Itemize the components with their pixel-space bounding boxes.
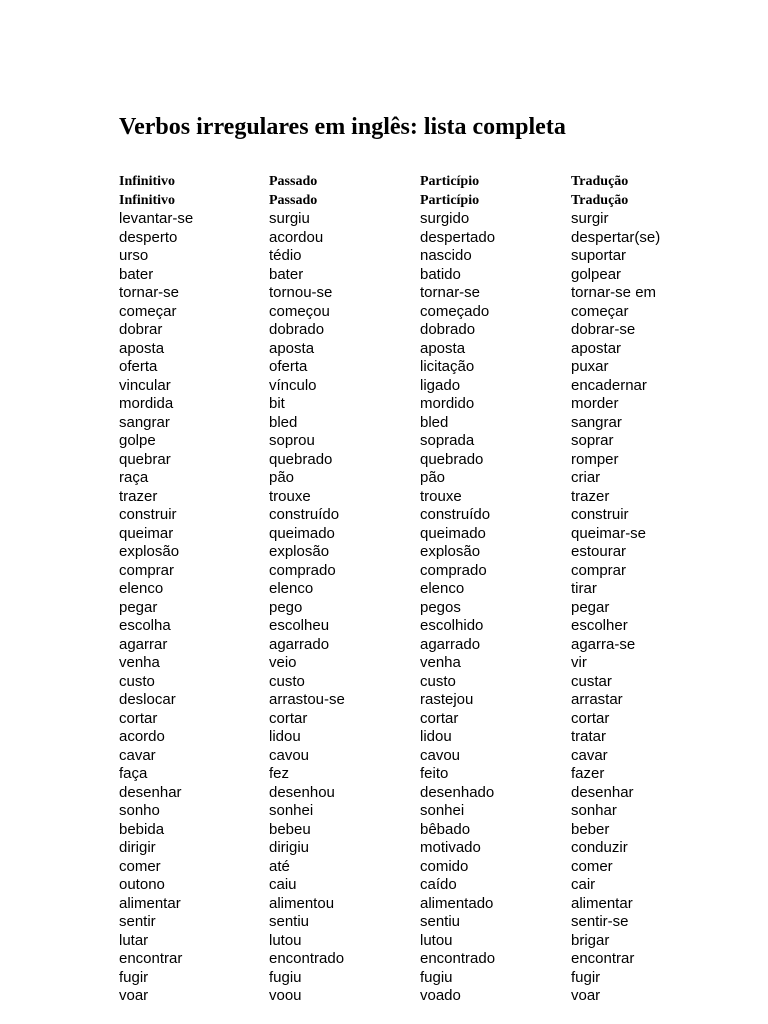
header-cell-past: Passado (269, 192, 318, 208)
cell-infinitive: dirigir (119, 839, 156, 856)
table-row (119, 599, 691, 618)
cell-translation: soprar (571, 432, 614, 449)
table-row (119, 839, 691, 858)
table-row (119, 340, 691, 359)
table-header-row (119, 173, 691, 192)
cell-participle: alimentado (420, 894, 494, 912)
cell-participle: queimado (420, 524, 486, 542)
cell-participle: ligado (420, 376, 461, 394)
cell-translation: sentir-se (571, 913, 629, 930)
table-row (119, 673, 691, 692)
cell-past: pão (269, 469, 295, 486)
cell-past: bled (269, 413, 298, 431)
table-row (119, 284, 691, 303)
cell-translation: brigar (571, 931, 610, 949)
cell-past: custo (269, 672, 305, 690)
cell-participle: sonhei (420, 802, 465, 819)
table-row (119, 580, 691, 599)
cell-infinitive: acordo (119, 728, 165, 745)
header-cell-past: Passado (269, 174, 318, 189)
cell-past: bit (269, 395, 285, 412)
cell-past: caiu (269, 876, 297, 893)
cell-infinitive: sangrar (119, 413, 170, 431)
cell-past: veio (269, 654, 297, 671)
table-row (119, 543, 691, 562)
cell-translation: golpear (571, 265, 622, 283)
cell-past: sentiu (269, 913, 310, 930)
table-row (119, 377, 691, 396)
cell-participle: escolhido (420, 617, 484, 634)
cell-infinitive: urso (119, 247, 149, 264)
table-row (119, 728, 691, 747)
table-row (119, 210, 691, 229)
cell-past: escolheu (269, 617, 330, 634)
cell-infinitive: comer (119, 857, 161, 875)
cell-translation: fazer (571, 765, 605, 782)
cell-past: sonhei (269, 802, 314, 819)
cell-past: vínculo (269, 376, 317, 394)
cell-participle: fugiu (420, 968, 453, 986)
cell-infinitive: golpe (119, 432, 156, 449)
cell-past: dobrado (269, 321, 325, 338)
cell-participle: construído (420, 506, 491, 523)
cell-infinitive: pegar (119, 598, 158, 616)
cell-participle: desenhado (420, 783, 495, 801)
cell-infinitive: sonho (119, 802, 160, 819)
cell-participle: custo (420, 672, 456, 690)
table-row (119, 784, 691, 803)
cell-translation: arrastar (571, 691, 623, 708)
cell-infinitive: lutar (119, 931, 149, 949)
table-row (119, 858, 691, 877)
table-row (119, 617, 691, 636)
cell-past: construído (269, 506, 340, 523)
cell-infinitive: cavar (119, 746, 156, 764)
cell-past: pego (269, 598, 303, 616)
cell-translation: agarra-se (571, 635, 636, 653)
cell-translation: pegar (571, 598, 610, 616)
cell-past: lidou (269, 728, 301, 745)
cell-past: quebrado (269, 450, 333, 468)
cell-translation: beber (571, 820, 610, 838)
cell-infinitive: voar (119, 987, 149, 1004)
cell-participle: bled (420, 413, 449, 431)
cell-translation: encontrar (571, 950, 635, 967)
cell-translation: criar (571, 469, 601, 486)
cell-participle: encontrado (420, 950, 496, 967)
cell-past: voou (269, 987, 302, 1004)
table-row (119, 303, 691, 322)
header-cell-infinitive: Infinitivo (119, 192, 176, 208)
table-header-row (119, 192, 691, 211)
cell-participle: dobrado (420, 321, 476, 338)
cell-participle: venha (420, 654, 461, 671)
table-row (119, 432, 691, 451)
cell-translation: cavar (571, 746, 608, 764)
cell-participle: pão (420, 469, 446, 486)
cell-participle: lutou (420, 931, 453, 949)
cell-past: soprou (269, 432, 315, 449)
cell-infinitive: queimar (119, 524, 174, 542)
cell-past: bater (269, 265, 304, 283)
header-cell-infinitive: Infinitivo (119, 174, 176, 189)
table-row (119, 562, 691, 581)
cell-infinitive: dobrar (119, 321, 163, 338)
table-row (119, 469, 691, 488)
cell-past: fugiu (269, 968, 302, 986)
cell-infinitive: levantar-se (119, 210, 194, 227)
cell-infinitive: começar (119, 302, 177, 320)
verb-table (119, 173, 691, 1006)
cell-infinitive: desperto (119, 228, 178, 246)
cell-past: agarrado (269, 635, 330, 653)
cell-infinitive: encontrar (119, 950, 183, 967)
table-row (119, 765, 691, 784)
table-row (119, 691, 691, 710)
table-row (119, 710, 691, 729)
table-row (119, 969, 691, 988)
table-row (119, 321, 691, 340)
cell-past: trouxe (269, 487, 311, 505)
cell-participle: pegos (420, 598, 461, 616)
cell-translation: comprar (571, 561, 627, 579)
cell-participle: trouxe (420, 487, 462, 505)
cell-infinitive: faça (119, 765, 148, 782)
cell-participle: agarrado (420, 635, 481, 653)
cell-participle: bêbado (420, 820, 471, 838)
cell-translation: estourar (571, 543, 627, 560)
table-row (119, 895, 691, 914)
cell-past: tédio (269, 247, 302, 264)
table-row (119, 488, 691, 507)
cell-past: cavou (269, 746, 310, 764)
page-title: Verbos irregulares em inglês: lista completa (119, 114, 566, 140)
cell-infinitive: aposta (119, 339, 165, 357)
cell-past: elenco (269, 580, 314, 597)
cell-translation: fugir (571, 968, 601, 986)
table-row (119, 636, 691, 655)
cell-infinitive: agarrar (119, 635, 168, 653)
cell-participle: cavou (420, 746, 461, 764)
table-row (119, 229, 691, 248)
cell-participle: motivado (420, 839, 481, 856)
cell-participle: comprado (420, 561, 487, 579)
cell-past: oferta (269, 358, 308, 375)
table-row (119, 747, 691, 766)
cell-infinitive: bater (119, 265, 154, 283)
table-row (119, 821, 691, 840)
cell-infinitive: explosão (119, 543, 180, 560)
cell-participle: voado (420, 987, 461, 1004)
cell-past: fez (269, 765, 290, 782)
table-row (119, 802, 691, 821)
cell-past: começou (269, 302, 330, 320)
header-cell-participle: Particípio (420, 174, 480, 189)
cell-infinitive: vincular (119, 376, 171, 394)
cell-infinitive: outono (119, 876, 165, 893)
cell-participle: batido (420, 265, 461, 283)
cell-participle: soprada (420, 432, 475, 449)
cell-participle: licitação (420, 358, 475, 375)
cell-past: bebeu (269, 820, 311, 838)
cell-past: surgiu (269, 210, 310, 227)
cell-participle: lidou (420, 728, 452, 745)
table-row (119, 266, 691, 285)
cell-infinitive: custo (119, 672, 155, 690)
cell-translation: tirar (571, 580, 597, 597)
cell-translation: puxar (571, 358, 609, 375)
cell-participle: surgido (420, 210, 470, 227)
cell-past: encontrado (269, 950, 345, 967)
cell-past: acordou (269, 228, 324, 246)
cell-translation: voar (571, 987, 601, 1004)
table-row (119, 932, 691, 951)
cell-translation: dobrar-se (571, 321, 636, 338)
cell-translation: tornar-se em (571, 284, 657, 301)
cell-infinitive: venha (119, 654, 160, 671)
cell-past: comprado (269, 561, 336, 579)
cell-infinitive: trazer (119, 487, 158, 505)
cell-translation: alimentar (571, 894, 633, 912)
cell-participle: cortar (420, 709, 459, 727)
cell-translation: apostar (571, 339, 622, 357)
cell-participle: quebrado (420, 450, 484, 468)
cell-past: aposta (269, 339, 315, 357)
cell-translation: queimar-se (571, 524, 647, 542)
cell-infinitive: raça (119, 469, 149, 486)
table-row (119, 654, 691, 673)
cell-translation: cair (571, 876, 596, 893)
cell-translation: sangrar (571, 413, 622, 431)
header-cell-participle: Particípio (420, 192, 480, 208)
cell-participle: despertado (420, 228, 496, 246)
cell-infinitive: construir (119, 506, 177, 523)
cell-infinitive: tornar-se (119, 284, 180, 301)
cell-participle: feito (420, 765, 449, 782)
cell-translation: suportar (571, 247, 627, 264)
cell-infinitive: desenhar (119, 783, 182, 801)
cell-translation: escolher (571, 617, 628, 634)
cell-translation: sonhar (571, 802, 617, 819)
cell-infinitive: deslocar (119, 691, 176, 708)
cell-participle: explosão (420, 543, 481, 560)
cell-infinitive: quebrar (119, 450, 171, 468)
cell-participle: sentiu (420, 913, 461, 930)
table-row (119, 414, 691, 433)
cell-translation: desenhar (571, 783, 634, 801)
cell-past: arrastou-se (269, 691, 345, 708)
cell-participle: elenco (420, 580, 465, 597)
header-cell-translation: Tradução (571, 174, 629, 189)
cell-participle: rastejou (420, 691, 474, 708)
header-cell-translation: Tradução (571, 192, 629, 208)
cell-translation: começar (571, 302, 629, 320)
cell-translation: comer (571, 857, 613, 875)
cell-translation: construir (571, 506, 629, 523)
cell-translation: custar (571, 672, 612, 690)
table-row (119, 913, 691, 932)
cell-infinitive: bebida (119, 820, 165, 838)
table-row (119, 987, 691, 1006)
cell-infinitive: oferta (119, 358, 158, 375)
cell-translation: encadernar (571, 376, 647, 394)
cell-infinitive: escolha (119, 617, 171, 634)
cell-translation: morder (571, 395, 619, 412)
cell-past: dirigiu (269, 839, 310, 856)
cell-past: cortar (269, 709, 308, 727)
cell-infinitive: mordida (119, 395, 174, 412)
cell-past: desenhou (269, 783, 335, 801)
cell-infinitive: fugir (119, 968, 149, 986)
cell-participle: tornar-se (420, 284, 481, 301)
cell-translation: vir (571, 654, 587, 671)
table-row (119, 876, 691, 895)
cell-participle: comido (420, 857, 469, 875)
cell-participle: começado (420, 302, 490, 320)
table-row (119, 525, 691, 544)
table-row (119, 395, 691, 414)
cell-past: até (269, 857, 290, 875)
cell-infinitive: comprar (119, 561, 175, 579)
cell-translation: romper (571, 450, 619, 468)
cell-past: explosão (269, 543, 330, 560)
cell-past: queimado (269, 524, 335, 542)
cell-participle: aposta (420, 339, 466, 357)
table-row (119, 358, 691, 377)
cell-translation: tratar (571, 728, 607, 745)
cell-translation: cortar (571, 709, 610, 727)
table-row (119, 247, 691, 266)
cell-translation: despertar(se) (571, 228, 661, 246)
cell-past: alimentou (269, 894, 335, 912)
cell-participle: caído (420, 876, 457, 893)
cell-infinitive: alimentar (119, 894, 181, 912)
cell-past: lutou (269, 931, 302, 949)
cell-translation: surgir (571, 210, 609, 227)
cell-translation: conduzir (571, 839, 628, 856)
cell-participle: nascido (420, 247, 472, 264)
cell-past: tornou-se (269, 284, 333, 301)
cell-infinitive: cortar (119, 709, 158, 727)
cell-infinitive: elenco (119, 580, 164, 597)
table-row (119, 451, 691, 470)
cell-participle: mordido (420, 395, 475, 412)
cell-infinitive: sentir (119, 913, 156, 930)
cell-translation: trazer (571, 487, 610, 505)
table-row (119, 506, 691, 525)
table-row (119, 950, 691, 969)
